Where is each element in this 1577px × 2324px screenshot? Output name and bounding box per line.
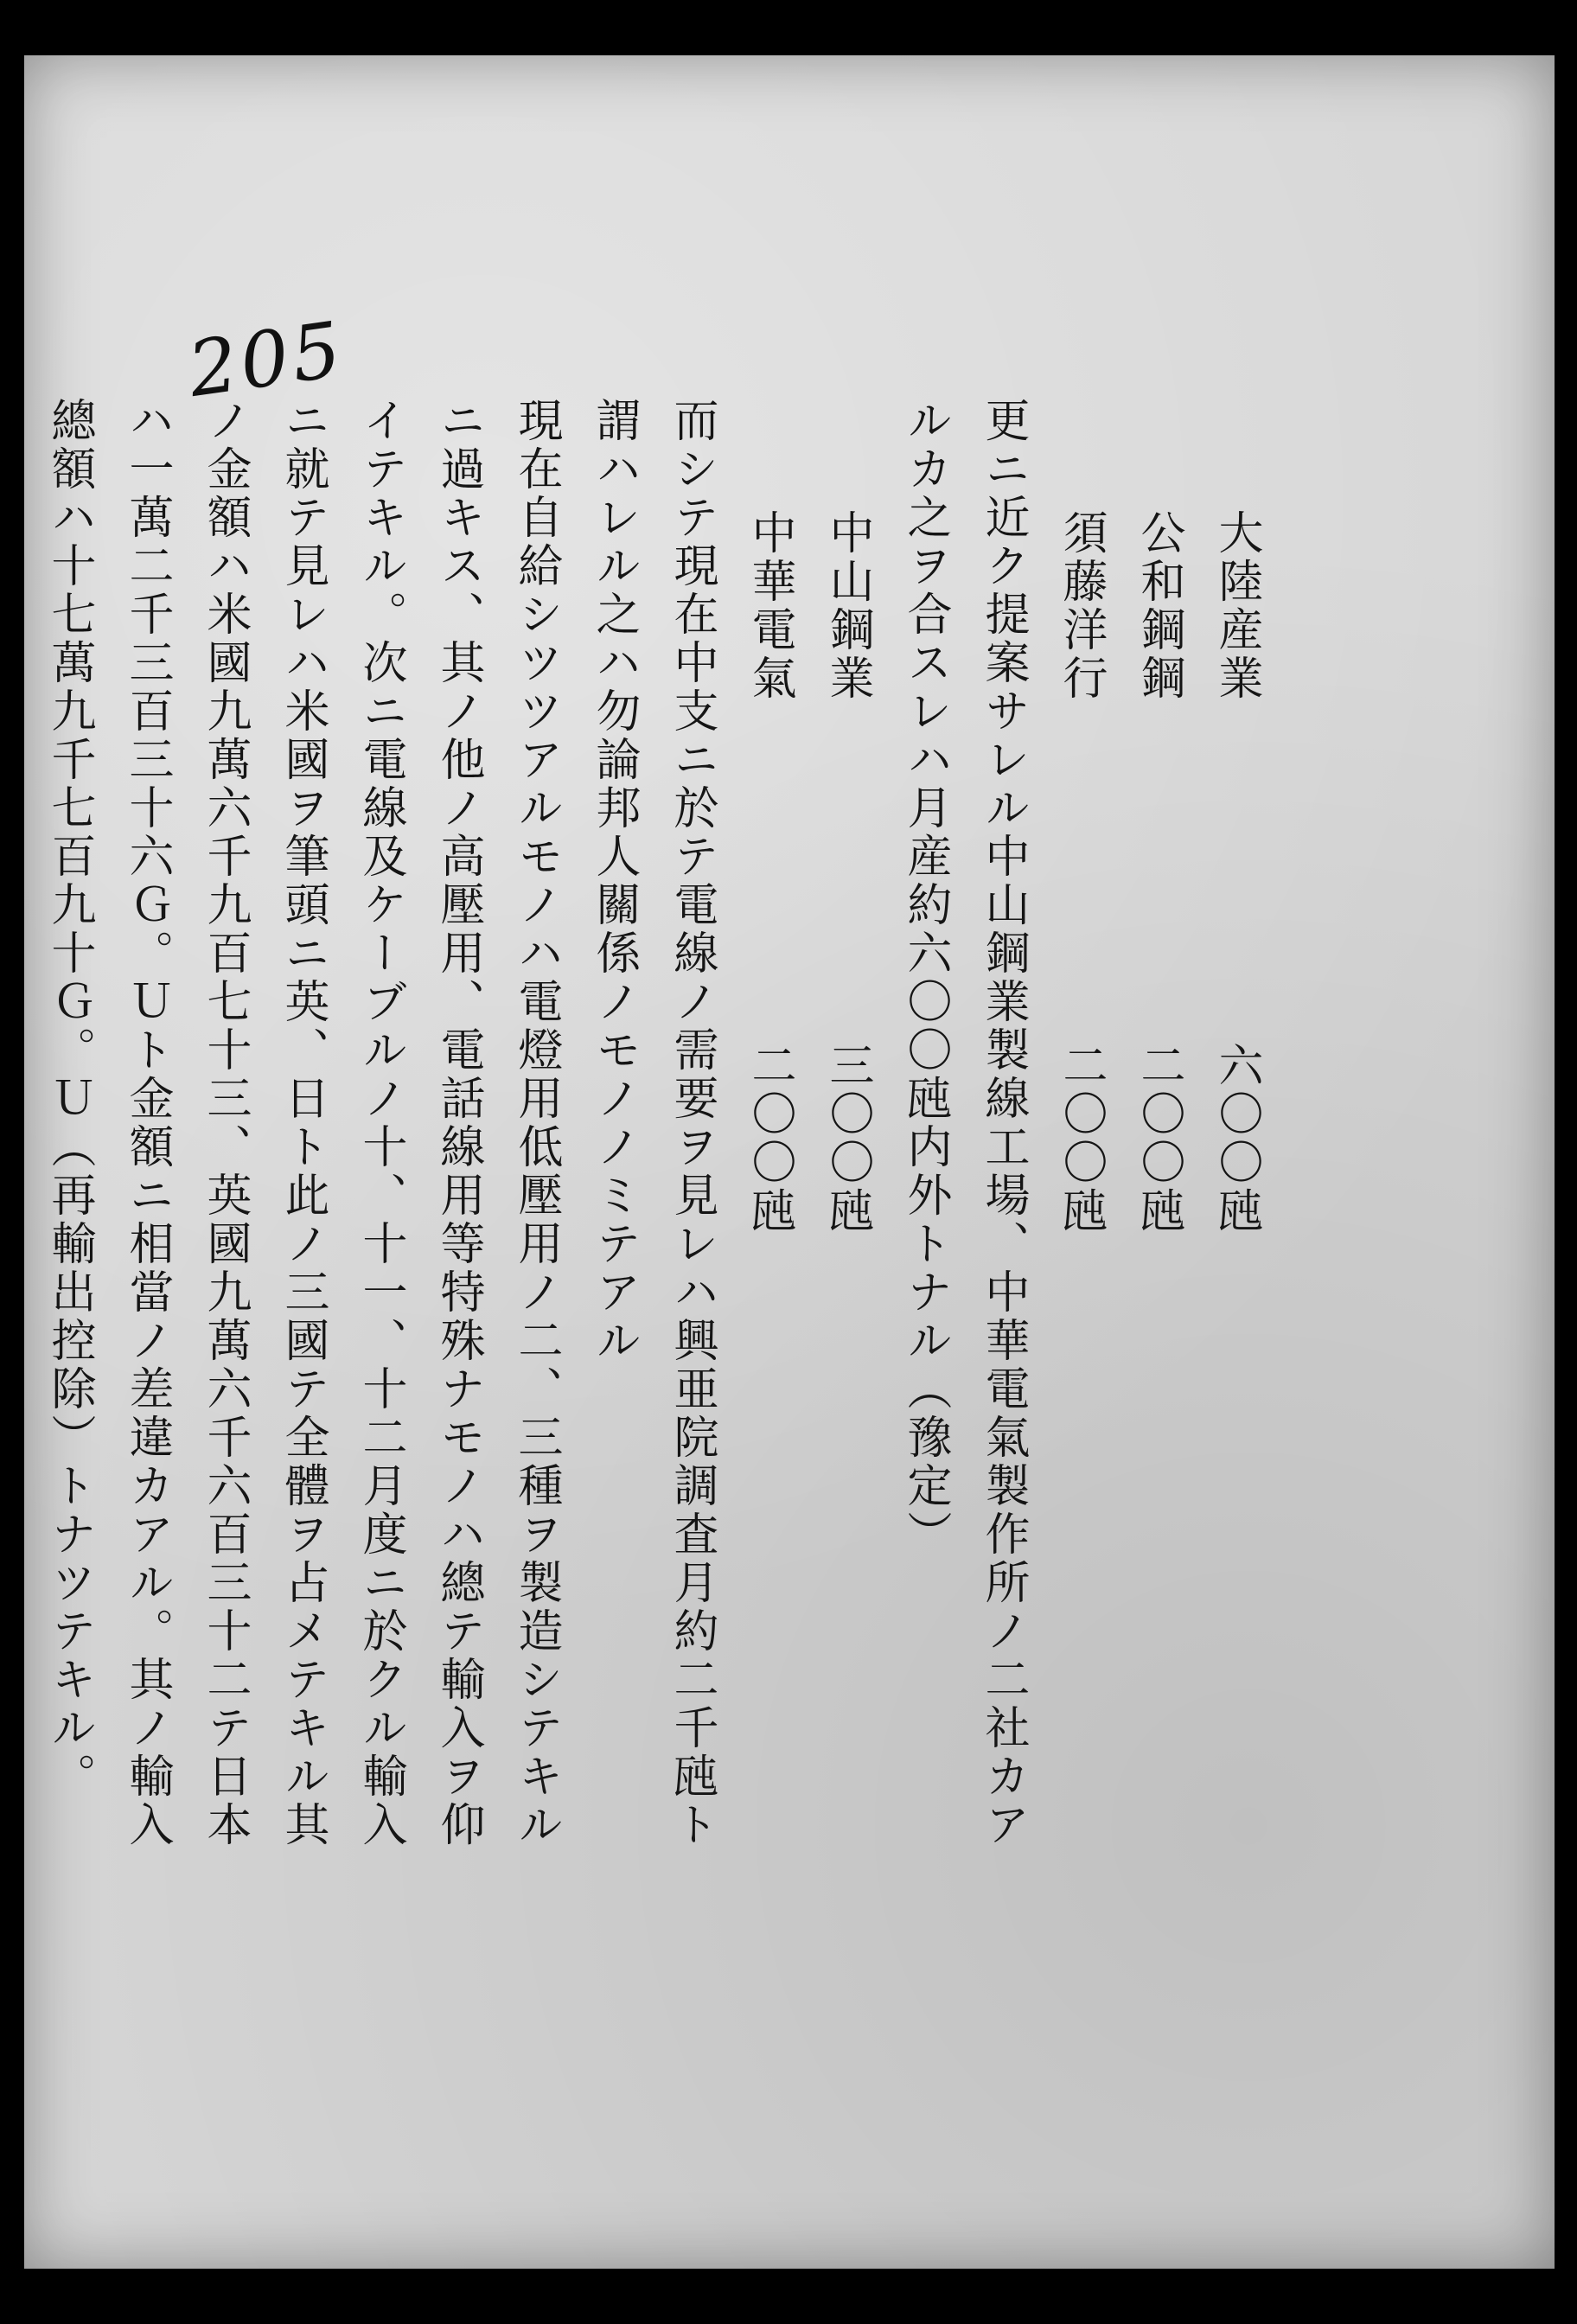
text-column: ニ就テ見レハ米國ヲ筆頭ニ英、日ト此ノ三國テ全體ヲ占メテキル其 [277, 397, 329, 1849]
text-column: ルカ之ヲ合スレハ月産約六〇〇瓲内外トナル（豫定） [899, 397, 951, 1559]
text-column: 更ニ近ク提案サレル中山鋼業製線工場、中華電氣製作所ノ二社カア [977, 397, 1029, 1849]
text-column: ハ一萬二千三百三十六Ｇ。Ｕト金額ニ相當ノ差違カアル。其ノ輸入 [121, 397, 173, 1849]
text-column: 中華電氣 二〇〇瓲 [744, 509, 795, 1235]
text-column: 總額ハ十七萬九千七百九十Ｇ。Ｕ（再輸出控除）トナツテキル。 [43, 397, 95, 1801]
text-column: 現在自給シツツアルモノハ電燈用低壓用ノ二、三種ヲ製造シテキル [510, 397, 562, 1849]
text-column: ノ金額ハ米國九萬六千九百七十三、英國九萬六千六百三十二テ日本 [199, 397, 251, 1849]
text-column: 而シテ現在中支ニ於テ電線ノ需要ヲ見レハ興亜院調査月約二千瓲ト [666, 397, 718, 1849]
text-column: ニ過キス、其ノ他ノ高壓用、電話線用等特殊ナモノハ總テ輸入ヲ仰 [432, 397, 484, 1849]
text-column: 須藤洋行 二〇〇瓲 [1055, 509, 1107, 1235]
text-column: イテキル。次ニ電線及ケーブルノ十、十一、十二月度ニ於クル輸入 [354, 397, 406, 1849]
vertical-text-block [43, 397, 1269, 2040]
document-page [24, 55, 1555, 2269]
text-column: 中山鋼業 三〇〇瓲 [821, 509, 873, 1235]
page-number: 205 [182, 303, 350, 415]
text-column: 公和鋼鋼 二〇〇瓲 [1133, 509, 1184, 1235]
text-column: 謂ハレル之ハ勿論邦人關係ノモノノミテアル [588, 397, 640, 1365]
text-column: 大陸産業 六〇〇瓲 [1210, 509, 1262, 1235]
